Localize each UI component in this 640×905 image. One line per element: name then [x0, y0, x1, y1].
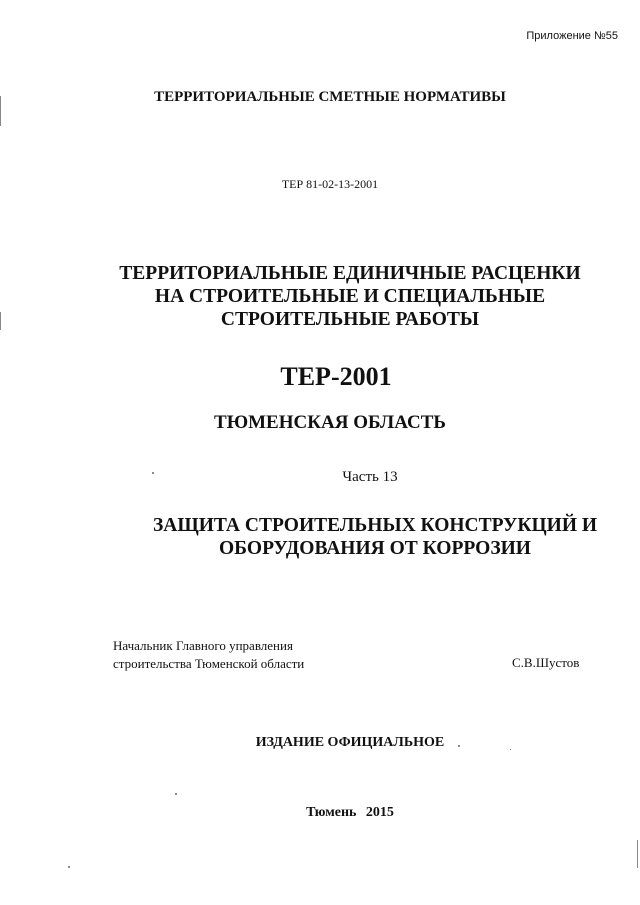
scan-edge-mark: [0, 312, 1, 330]
signer-name: С.В.Шустов: [512, 655, 580, 670]
scan-edge-mark: [637, 840, 638, 868]
signer-position: [113, 637, 304, 673]
main-title-line-2: НА СТРОИТЕЛЬНЫЕ И СПЕЦИАЛЬНЫЕ: [154, 286, 546, 307]
region-heading: ТЮМЕНСКАЯ ОБЛАСТЬ: [214, 412, 446, 433]
scan-speck: [175, 793, 177, 795]
signer-position-line-2: строительства Тюменской области: [113, 656, 305, 671]
scan-edge-mark: [0, 96, 1, 126]
main-title: [30, 262, 640, 331]
edition-label: ИЗДАНИЕ ОФИЦИАЛЬНОЕ: [255, 735, 445, 750]
part-title-line-1: ЗАЩИТА СТРОИТЕЛЬНЫХ КОНСТРУКЦИЙ И: [152, 515, 598, 536]
part-title-line-2: ОБОРУДОВАНИЯ ОТ КОРРОЗИИ: [219, 538, 531, 559]
part-title: [55, 514, 640, 560]
main-title-line-3: СТРОИТЕЛЬНЫЕ РАБОТЫ: [220, 309, 480, 330]
scan-speck: [152, 472, 154, 474]
scan-speck: [510, 749, 511, 750]
organization-title: ТЕРРИТОРИАЛЬНЫЕ СМЕТНЫЕ НОРМАТИВЫ: [154, 89, 506, 105]
part-number: Часть 13: [342, 469, 398, 485]
ter-code-heading: ТЕР-2001: [280, 362, 392, 391]
appendix-label: Приложение №55: [526, 30, 618, 42]
city-year: Тюмень 2015: [306, 805, 394, 820]
main-title-line-1: ТЕРРИТОРИАЛЬНЫЕ ЕДИНИЧНЫЕ РАСЦЕНКИ: [119, 263, 581, 284]
document-code: ТЕР 81-02-13-2001: [281, 177, 379, 191]
scan-speck: [458, 745, 460, 747]
scan-speck: [68, 866, 70, 868]
signer-position-line-1: Начальник Главного управления: [113, 638, 293, 653]
